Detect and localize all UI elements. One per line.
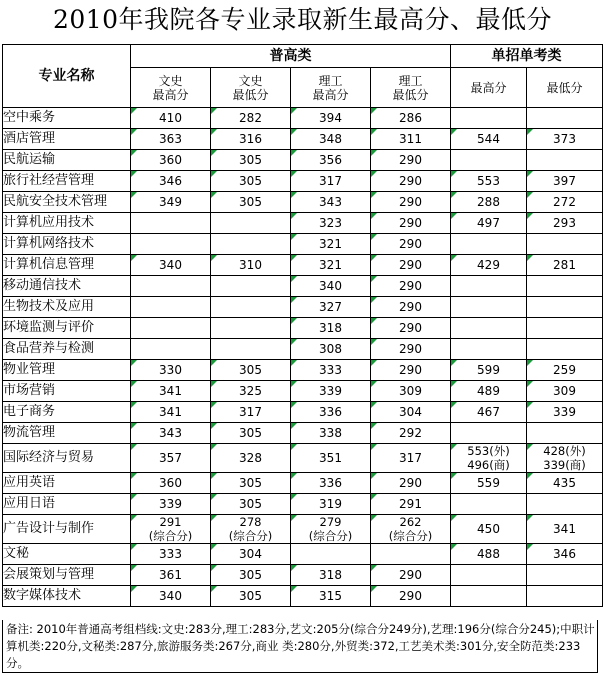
score-cell: 304 [371,402,451,423]
score-cell: 278 (综合分) [211,515,291,544]
column-header [131,68,211,108]
score-cell: 428(外) 339(商) [527,444,603,473]
score-cell: 318 [291,318,371,339]
score-cell: 340 [131,255,211,276]
column-header-line: 最高分 [470,80,507,95]
score-cell: 281 [527,255,603,276]
column-header [527,68,603,108]
score-cell [371,544,451,565]
score-cell: 305 [211,473,291,494]
score-cell: 305 [211,586,291,607]
score-cell: 343 [291,192,371,213]
table-row [3,565,603,586]
major-name: 国际经济与贸易 [3,444,131,473]
score-cell: 336 [291,473,371,494]
table-row [3,494,603,515]
admission-score-table [2,44,603,607]
score-cell [527,150,603,171]
table-row [3,192,603,213]
major-name: 会展策划与管理 [3,565,131,586]
score-cell: 305 [211,423,291,444]
score-cell: 467 [451,402,527,423]
page-title: 2010年我院各专业录取新生最高分、最低分 [52,5,553,34]
score-cell: 272 [527,192,603,213]
score-cell: 290 [371,276,451,297]
major-name: 文秘 [3,544,131,565]
score-cell: 290 [371,318,451,339]
score-cell: 305 [211,150,291,171]
score-cell: 599 [451,360,527,381]
score-cell: 333 [291,360,371,381]
score-cell [211,339,291,360]
footnote: 备注: 2010年普通高考组档线:文史:283分,理工:283分,艺文:205分(综合分249分),艺理:196分(综合分245);中职计算机类:220分,文秘类:287分,旅游服务类:267分,商业 类:280分,外贸类:372,工艺美术类:301分,安全防范类:233分。 [2,620,598,673]
score-cell [451,318,527,339]
table-row [3,360,603,381]
score-cell: 488 [451,544,527,565]
table-row [3,234,603,255]
score-cell: 373 [527,129,603,150]
score-cell: 435 [527,473,603,494]
table-row [3,171,603,192]
score-cell: 323 [291,213,371,234]
score-cell: 339 [291,381,371,402]
score-cell [131,339,211,360]
score-cell [211,297,291,318]
major-name: 空中乘务 [3,108,131,129]
score-cell: 282 [211,108,291,129]
score-cell [131,297,211,318]
score-cell: 290 [371,473,451,494]
column-header-line: 最高分 [152,87,189,102]
score-cell [527,586,603,607]
score-cell: 290 [371,339,451,360]
major-name: 应用日语 [3,494,131,515]
score-cell: 308 [291,339,371,360]
score-cell: 361 [131,565,211,586]
score-cell [527,565,603,586]
score-cell: 338 [291,423,371,444]
major-name: 民航安全技术管理 [3,192,131,213]
column-header-line: 理工 [398,73,423,88]
score-cell [451,586,527,607]
score-cell: 309 [371,381,451,402]
major-name: 电子商务 [3,402,131,423]
major-name: 物流管理 [3,423,131,444]
score-cell: 315 [291,586,371,607]
column-header [291,68,371,108]
column-header-line: 最低分 [232,87,269,102]
column-header-line: 文史 [238,73,263,88]
single-header: 单招单考类 [451,45,603,68]
score-cell: 279 (综合分) [291,515,371,544]
score-cell: 309 [527,381,603,402]
score-cell: 310 [211,255,291,276]
score-cell: 394 [291,108,371,129]
score-cell: 290 [371,565,451,586]
column-header-line: 最高分 [312,87,349,102]
score-cell: 553 [451,171,527,192]
score-cell: 292 [371,423,451,444]
score-cell: 339 [131,494,211,515]
table-row [3,423,603,444]
score-cell [527,339,603,360]
table-row [3,339,603,360]
score-cell: 290 [371,297,451,318]
column-header-line: 最低分 [546,80,583,95]
major-name: 计算机信息管理 [3,255,131,276]
score-cell [527,494,603,515]
score-cell: 330 [131,360,211,381]
score-cell: 316 [211,129,291,150]
major-name: 环境监测与评价 [3,318,131,339]
score-cell: 321 [291,234,371,255]
score-cell [291,544,371,565]
score-cell [451,339,527,360]
table-row [3,255,603,276]
score-cell [527,276,603,297]
column-header [211,68,291,108]
score-cell: 328 [211,444,291,473]
score-cell: 290 [371,234,451,255]
score-cell: 290 [371,255,451,276]
table-row [3,515,603,544]
score-cell [451,234,527,255]
score-cell: 304 [211,544,291,565]
score-cell [131,318,211,339]
score-cell: 290 [371,150,451,171]
score-cell [211,213,291,234]
major-name: 食品营养与检测 [3,339,131,360]
score-cell: 290 [371,171,451,192]
score-cell: 305 [211,171,291,192]
table-row [3,586,603,607]
score-cell [451,108,527,129]
table-row [3,213,603,234]
table-row [3,544,603,565]
column-header-line: 理工 [318,73,343,88]
score-cell: 340 [291,276,371,297]
score-cell: 321 [291,255,371,276]
score-cell: 343 [131,423,211,444]
score-cell: 305 [211,192,291,213]
score-cell [211,318,291,339]
score-cell: 305 [211,565,291,586]
score-cell: 305 [211,494,291,515]
score-cell: 339 [527,402,603,423]
score-cell [211,276,291,297]
score-cell [211,234,291,255]
score-cell [131,234,211,255]
score-cell: 553(外) 496(商) [451,444,527,473]
score-cell: 325 [211,381,291,402]
score-cell: 346 [527,544,603,565]
general-header: 普高类 [131,45,451,68]
score-cell: 290 [371,360,451,381]
score-cell: 349 [131,192,211,213]
major-name: 应用英语 [3,473,131,494]
score-cell: 317 [291,171,371,192]
score-cell: 336 [291,402,371,423]
score-cell [451,423,527,444]
score-cell: 262 (综合分) [371,515,451,544]
score-cell: 286 [371,108,451,129]
column-header [451,68,527,108]
score-cell: 317 [371,444,451,473]
score-cell: 410 [131,108,211,129]
table-row [3,150,603,171]
major-name: 计算机网络技术 [3,234,131,255]
major-name: 市场营销 [3,381,131,402]
table-row [3,473,603,494]
score-cell [131,276,211,297]
score-cell: 290 [371,192,451,213]
score-cell [451,150,527,171]
score-cell: 340 [131,586,211,607]
table-row [3,276,603,297]
score-cell: 341 [131,381,211,402]
table-row [3,444,603,473]
major-name: 数字媒体技术 [3,586,131,607]
column-header [371,68,451,108]
score-cell: 318 [291,565,371,586]
score-cell: 341 [131,402,211,423]
score-cell: 259 [527,360,603,381]
table-row [3,381,603,402]
score-cell [131,213,211,234]
score-cell: 360 [131,473,211,494]
major-header: 专业名称 [3,45,131,108]
score-cell: 288 [451,192,527,213]
score-cell: 311 [371,129,451,150]
score-cell: 544 [451,129,527,150]
score-cell: 357 [131,444,211,473]
score-cell [527,108,603,129]
score-cell: 348 [291,129,371,150]
table-body [3,108,603,607]
score-cell [451,297,527,318]
score-cell: 290 [371,213,451,234]
major-name: 广告设计与制作 [3,515,131,544]
score-cell: 497 [451,213,527,234]
score-cell [451,565,527,586]
score-cell: 333 [131,544,211,565]
score-cell: 341 [527,515,603,544]
score-cell [451,276,527,297]
score-cell: 559 [451,473,527,494]
table-row [3,402,603,423]
score-cell: 346 [131,171,211,192]
column-header-line: 文史 [158,73,183,88]
score-cell [527,234,603,255]
score-cell: 305 [211,360,291,381]
score-cell: 429 [451,255,527,276]
score-cell: 293 [527,213,603,234]
score-cell: 290 [371,586,451,607]
major-name: 物业管理 [3,360,131,381]
score-cell: 450 [451,515,527,544]
score-cell: 363 [131,129,211,150]
score-cell: 291 [371,494,451,515]
major-name: 民航运输 [3,150,131,171]
major-name: 计算机应用技术 [3,213,131,234]
major-name: 生物技术及应用 [3,297,131,318]
score-cell: 356 [291,150,371,171]
score-cell [451,494,527,515]
score-cell [527,297,603,318]
score-cell: 360 [131,150,211,171]
score-cell: 319 [291,494,371,515]
score-cell: 489 [451,381,527,402]
major-name: 酒店管理 [3,129,131,150]
major-name: 移动通信技术 [3,276,131,297]
score-cell [527,318,603,339]
score-cell: 317 [211,402,291,423]
score-cell [527,423,603,444]
score-cell: 291 (综合分) [131,515,211,544]
score-cell: 351 [291,444,371,473]
table-row [3,297,603,318]
table-row [3,129,603,150]
major-name: 旅行社经营管理 [3,171,131,192]
score-cell: 327 [291,297,371,318]
table-row [3,108,603,129]
table-row [3,318,603,339]
column-header-line: 最低分 [392,87,429,102]
score-cell: 397 [527,171,603,192]
